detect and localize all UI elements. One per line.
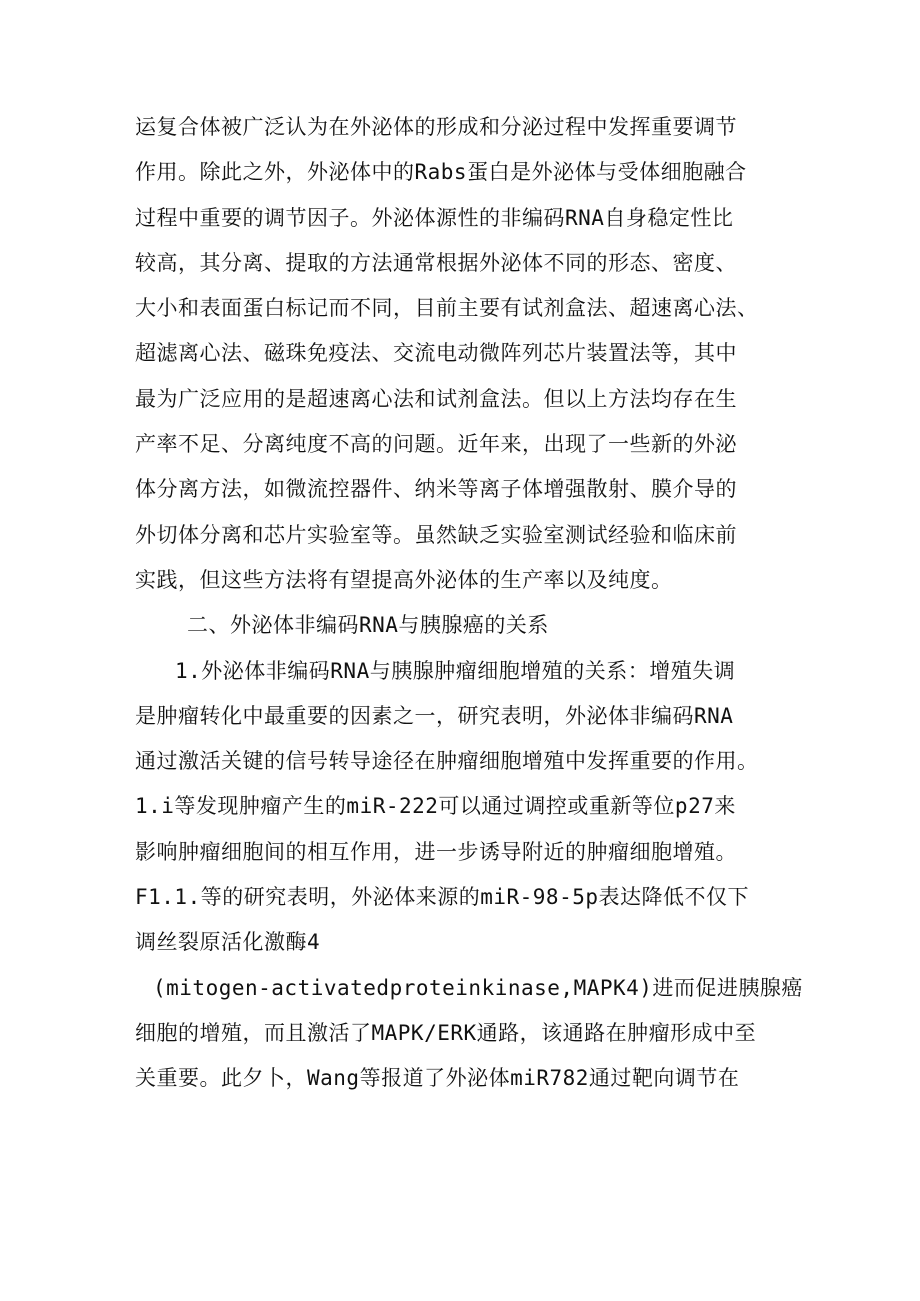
text-line: 大小和表面蛋白标记而不同，目前主要有试剂盒法、超速离心法、 bbox=[135, 296, 759, 321]
text-line: 产率不足、分离纯度不高的问题。近年来，出现了一些新的外泌 bbox=[135, 432, 737, 457]
text-line: 1.i等发现肿瘤产生的miR-222可以通过调控或重新等位p27来 bbox=[135, 794, 736, 819]
text-line: 影响肿瘤细胞间的相互作用，进一步诱导附近的肿瘤细胞增殖。 bbox=[135, 839, 737, 864]
text-line: 体分离方法，如微流控器件、纳米等离子体增强散射、膜介导的 bbox=[135, 477, 737, 502]
text-line: (mitogen-activatedproteinkinase,MAPK4)进而促进胰腺癌 bbox=[153, 975, 803, 1000]
section-heading: 二、外泌体非编码RNA与胰腺癌的关系 bbox=[187, 613, 549, 638]
text-line: F1.1.等的研究表明，外泌体来源的miR-98-5p表达降低不仅下 bbox=[135, 885, 750, 910]
text-line: 调丝裂原活化激酶4 bbox=[135, 930, 321, 955]
text-line: 过程中重要的调节因子。外泌体源性的非编码RNA自身稳定性比 bbox=[135, 205, 734, 230]
text-line: 是肿瘤转化中最重要的因素之一，研究表明，外泌体非编码RNA bbox=[135, 703, 734, 728]
text-line: 超滤离心法、磁珠免疫法、交流电动微阵列芯片装置法等，其中 bbox=[135, 341, 737, 366]
text-line: 作用。除此之外，外泌体中的Rabs蛋白是外泌体与受体细胞融合 bbox=[135, 160, 747, 185]
text-line: 较高，其分离、提取的方法通常根据外泌体不同的形态、密度、 bbox=[135, 250, 737, 275]
text-line: 运复合体被广泛认为在外泌体的形成和分泌过程中发挥重要调节 bbox=[135, 115, 737, 139]
text-line: 细胞的增殖，而且激活了MAPK/ERK通路，该通路在肿瘤形成中至 bbox=[135, 1020, 757, 1045]
text-line: 最为广泛应用的是超速离心法和试剂盒法。但以上方法均存在生 bbox=[135, 386, 737, 411]
text-line: 实践，但这些方法将有望提高外泌体的生产率以及纯度。 bbox=[135, 567, 673, 592]
text-line: 外切体分离和芯片实验室等。虽然缺乏实验室测试经验和临床前 bbox=[135, 522, 737, 547]
text-line: 通过激活关键的信号转导途径在肿瘤细胞增殖中发挥重要的作用。 bbox=[135, 749, 759, 774]
text-line: 关重要。此夕卜，Wang等报道了外泌体miR782通过靶向调节在 bbox=[135, 1066, 740, 1091]
document-body bbox=[135, 105, 803, 1102]
paragraph-start-line: 1.外泌体非编码RNA与胰腺肿瘤细胞增殖的关系：增殖失调 bbox=[175, 658, 736, 683]
